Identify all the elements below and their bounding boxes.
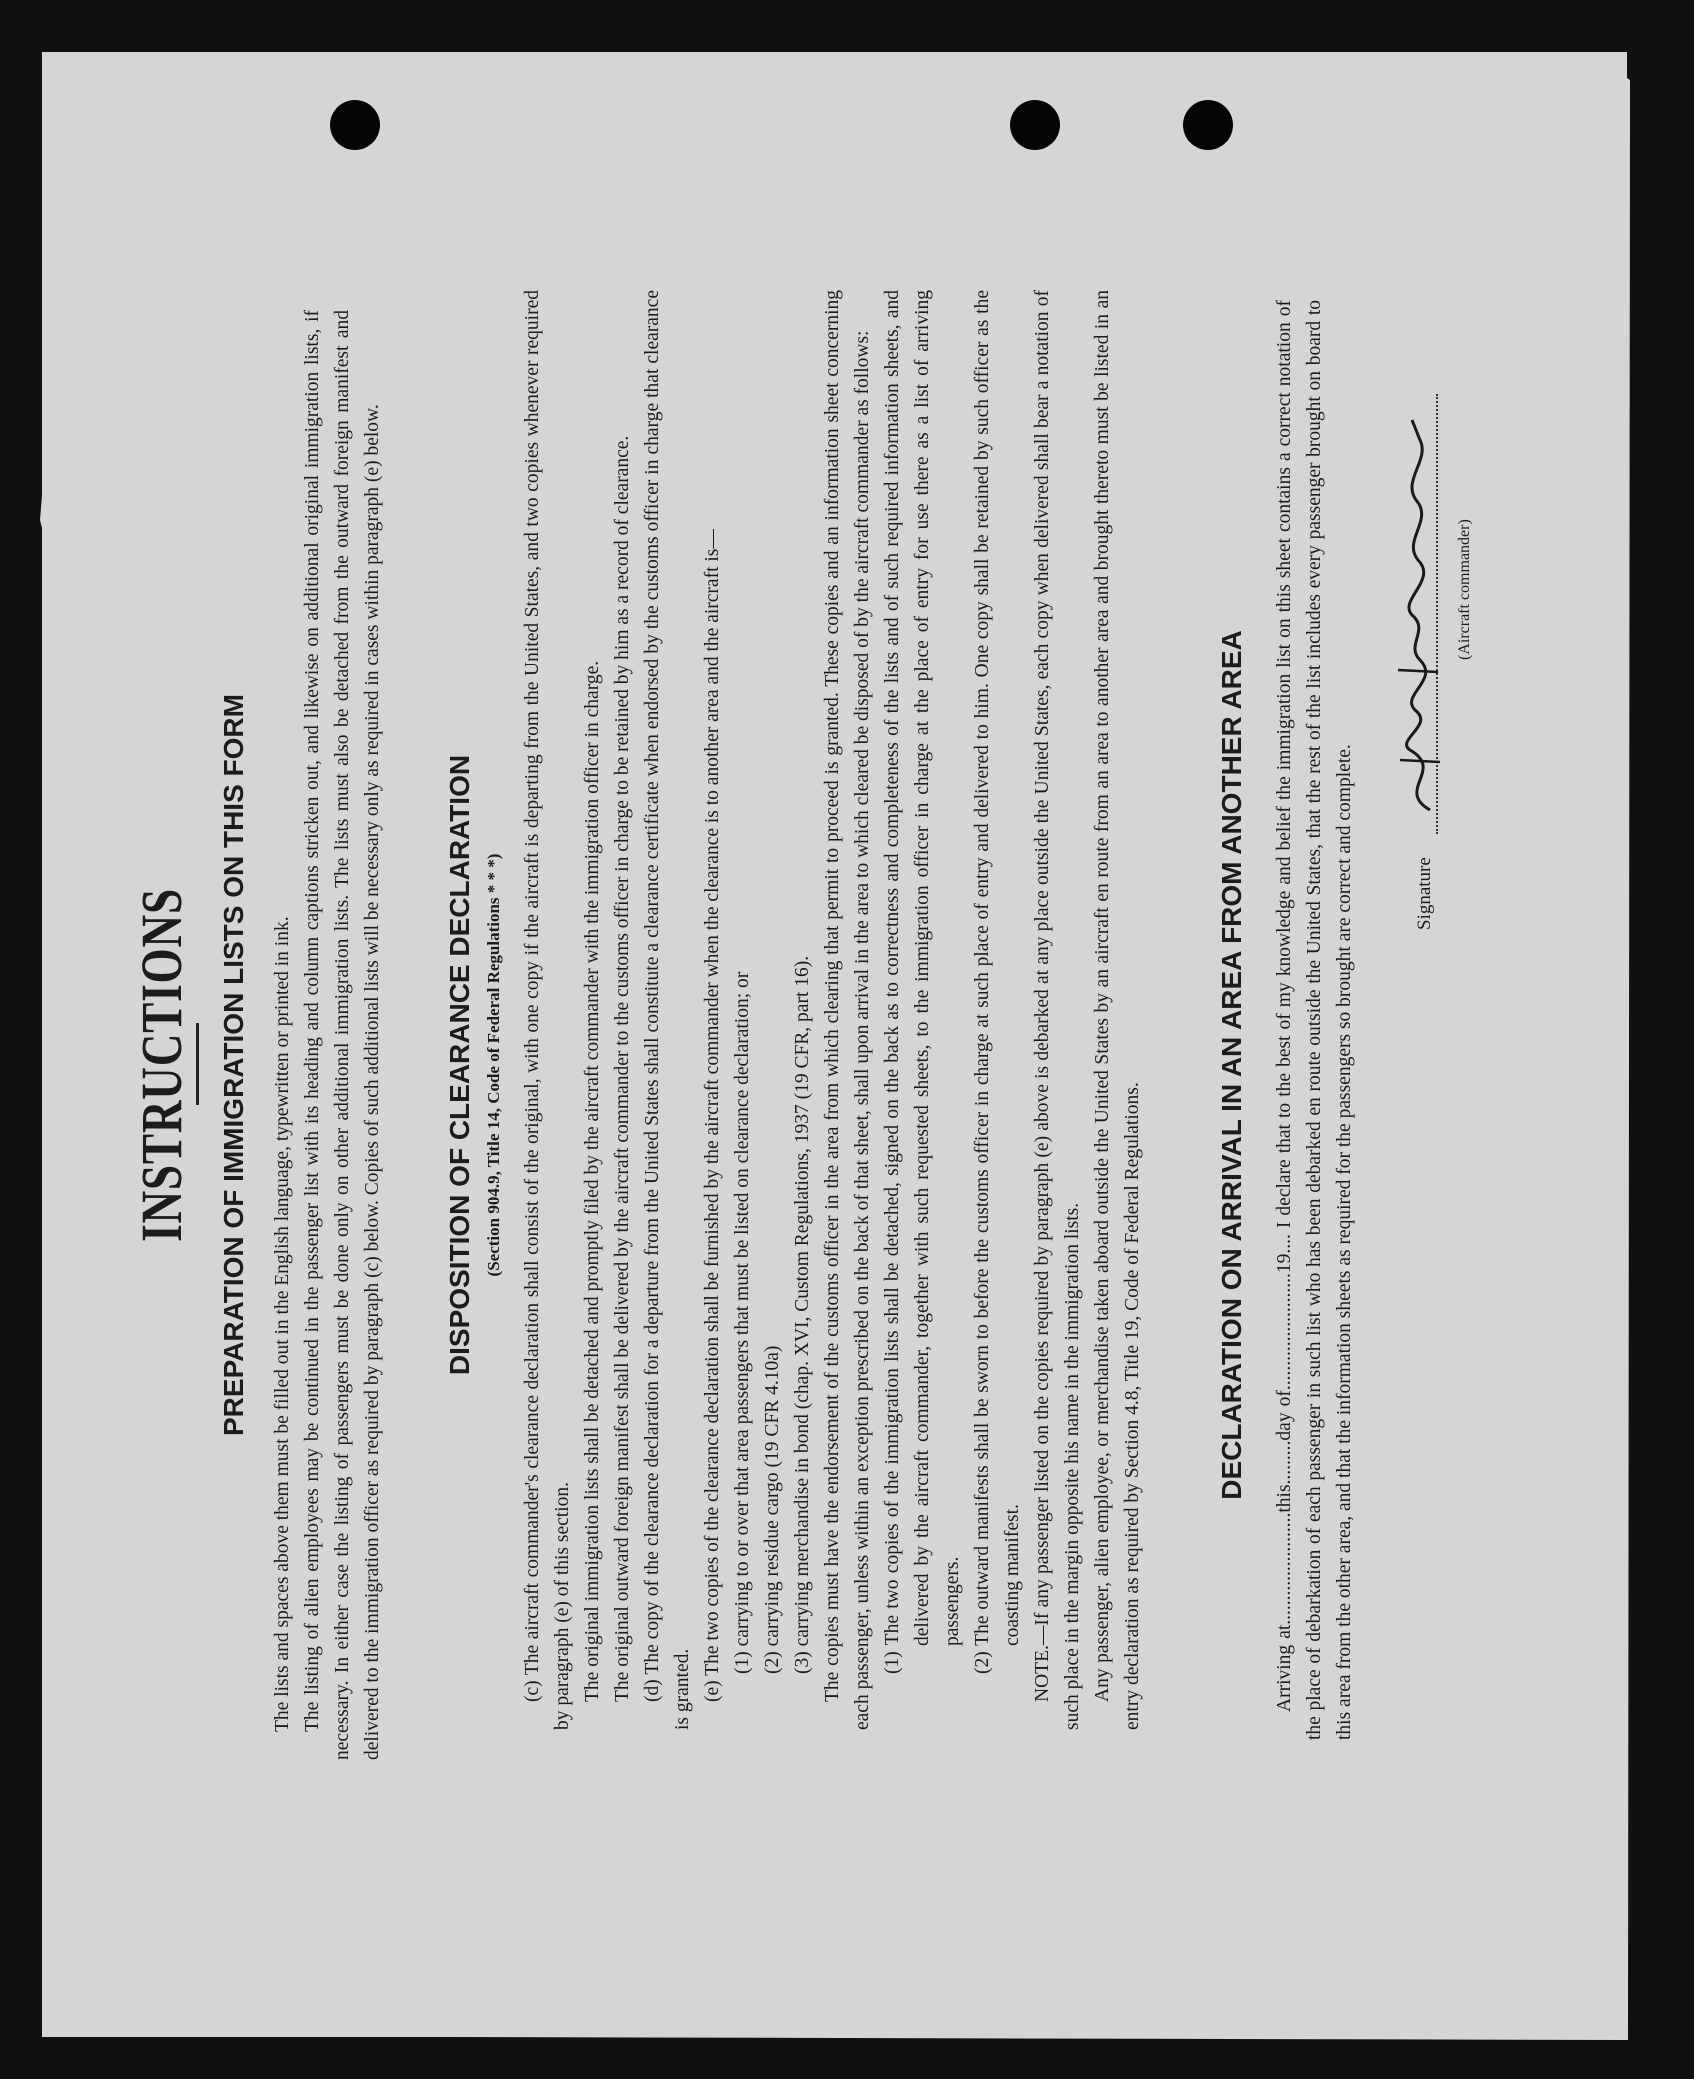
para-e-5: (1) The two copies of the immigration lists shall be detached, signed on the back as to correctness and completeness of the lists and of such required information sheets, and delivered by the aircraft commander, together with such requested sheets, to the immigration officer in charge at the place of entry for use there as a list of arriving passengers. <box>882 290 963 1674</box>
para-e: (e) The two copies of the clearance declaration shall be furnished by the aircraft commander when the clearance is to another area and the aircraft is— <box>702 529 723 1702</box>
prep-heading: PREPARATION OF IMMIGRATION LISTS ON THIS FORM <box>218 694 249 1436</box>
para-e-6: (2) The outward manifests shall be sworn to before the customs officer in charge at such place of entry and delivered to him. One copy shall be retained by such officer as the coasting manifest. <box>972 290 1023 1674</box>
rotated-instructions-page <box>110 110 1510 2020</box>
disposition-citation: (Section 904.9, Title 14, Code of Federal Regulations * * *) <box>484 853 503 1277</box>
disposition-heading: DISPOSITION OF CLEARANCE DECLARATION <box>444 754 475 1376</box>
para-e-3: (3) carrying merchandise in bond (chap. XVI, Custom Regulations, 1937 (19 CFR, part 16). <box>792 955 813 1674</box>
prep-section <box>268 310 388 1760</box>
prep-paragraph-1: The lists and spaces above them must be filled out in the English language, typewritten or printed in ink. <box>272 916 293 1732</box>
page-title: INSTRUCTIONS <box>129 888 194 1242</box>
disposition-section <box>518 290 1148 1730</box>
para-d: (d) The copy of the clearance declaration for a departure from the United States shall constitute a clearance certificate when endorsed by the customs officer in charge that clearance is granted. <box>642 290 693 1730</box>
para-c-3: The original outward foreign manifest shall be delivered by the aircraft commander to the customs officer in charge to be retained by him as a record of clearance. <box>612 435 633 1702</box>
signature-caption: (Aircraft commander) <box>1456 519 1473 660</box>
para-e-1: (1) carrying to or over that area passengers that must be listed on clearance declaration; or <box>732 971 753 1674</box>
para-e-4: The copies must have the endorsement of the customs officer in the area from which clearing that permit to proceed is granted. These copies and an information sheet concerning each passenger, unless within an exception prescribed on the back of that sheet, shall upon arrival in the area to which cleared be disposed of by the aircraft commander as follows: <box>822 290 873 1730</box>
prep-paragraph-2: The listing of alien employees may be continued in the passenger list with its heading and column captions stricken out, and likewise on additional original immigration lists, if necessary. In either case the listing of passengers must be done only on other additional immigration lists. The lists must also be detached from the outward foreign manifest and delivered to the immigration officer as required by paragraph (c) below. Copies of such additional lists will be necessary only as required in cases within paragraph (e) below. <box>302 310 383 1760</box>
para-e-2: (2) carrying residue cargo (19 CFR 4.10a) <box>762 1345 783 1674</box>
note-paragraph: NOTE.—If any passenger listed on the copies required by paragraph (e) above is debarked at any place outside the United States, each copy when delivered shall bear a notation of such place in the margin opposite his name in the immigration lists. <box>1032 290 1083 1730</box>
declaration-heading: DECLARATION ON ARRIVAL IN AN AREA FROM ANOTHER AREA <box>1216 630 1247 1500</box>
para-c: (c) The aircraft commander's clearance declaration shall consist of the original, with one copy if the aircraft is departing from the United States, and two copies whenever required by paragraph (e) of this section. <box>522 290 573 1730</box>
para-c-2: The original immigration lists shall be detached and promptly filed by the aircraft commander with the immigration officer in charge. <box>582 660 603 1702</box>
handwritten-signature <box>1390 400 1450 820</box>
declaration-section <box>1270 300 1360 1740</box>
title-rule <box>196 1023 199 1105</box>
note-paragraph-2: Any passenger, alien employee, or merchandise taken aboard outside the United States by an aircraft en route from an area to another area and brought thereto must be listed in an entry declaration as required by Section 4.8, Title 19, Code of Federal Regulations. <box>1092 290 1143 1730</box>
declaration-text: Arriving at.......................this.........day of........................19.... I declare that to the best of my knowledge and belief the immigration list on this sheet contains a correct notation of the place of debarkation of each passenger in such list who has been debarked en route outside the United States, that the rest of the list includes every passenger brought on board to this area from the other area, and that the information sheets as required for the passengers so brought are correct and complete. <box>1274 300 1355 1740</box>
signature-label: Signature <box>1414 857 1435 930</box>
signature-row <box>1410 370 1450 930</box>
